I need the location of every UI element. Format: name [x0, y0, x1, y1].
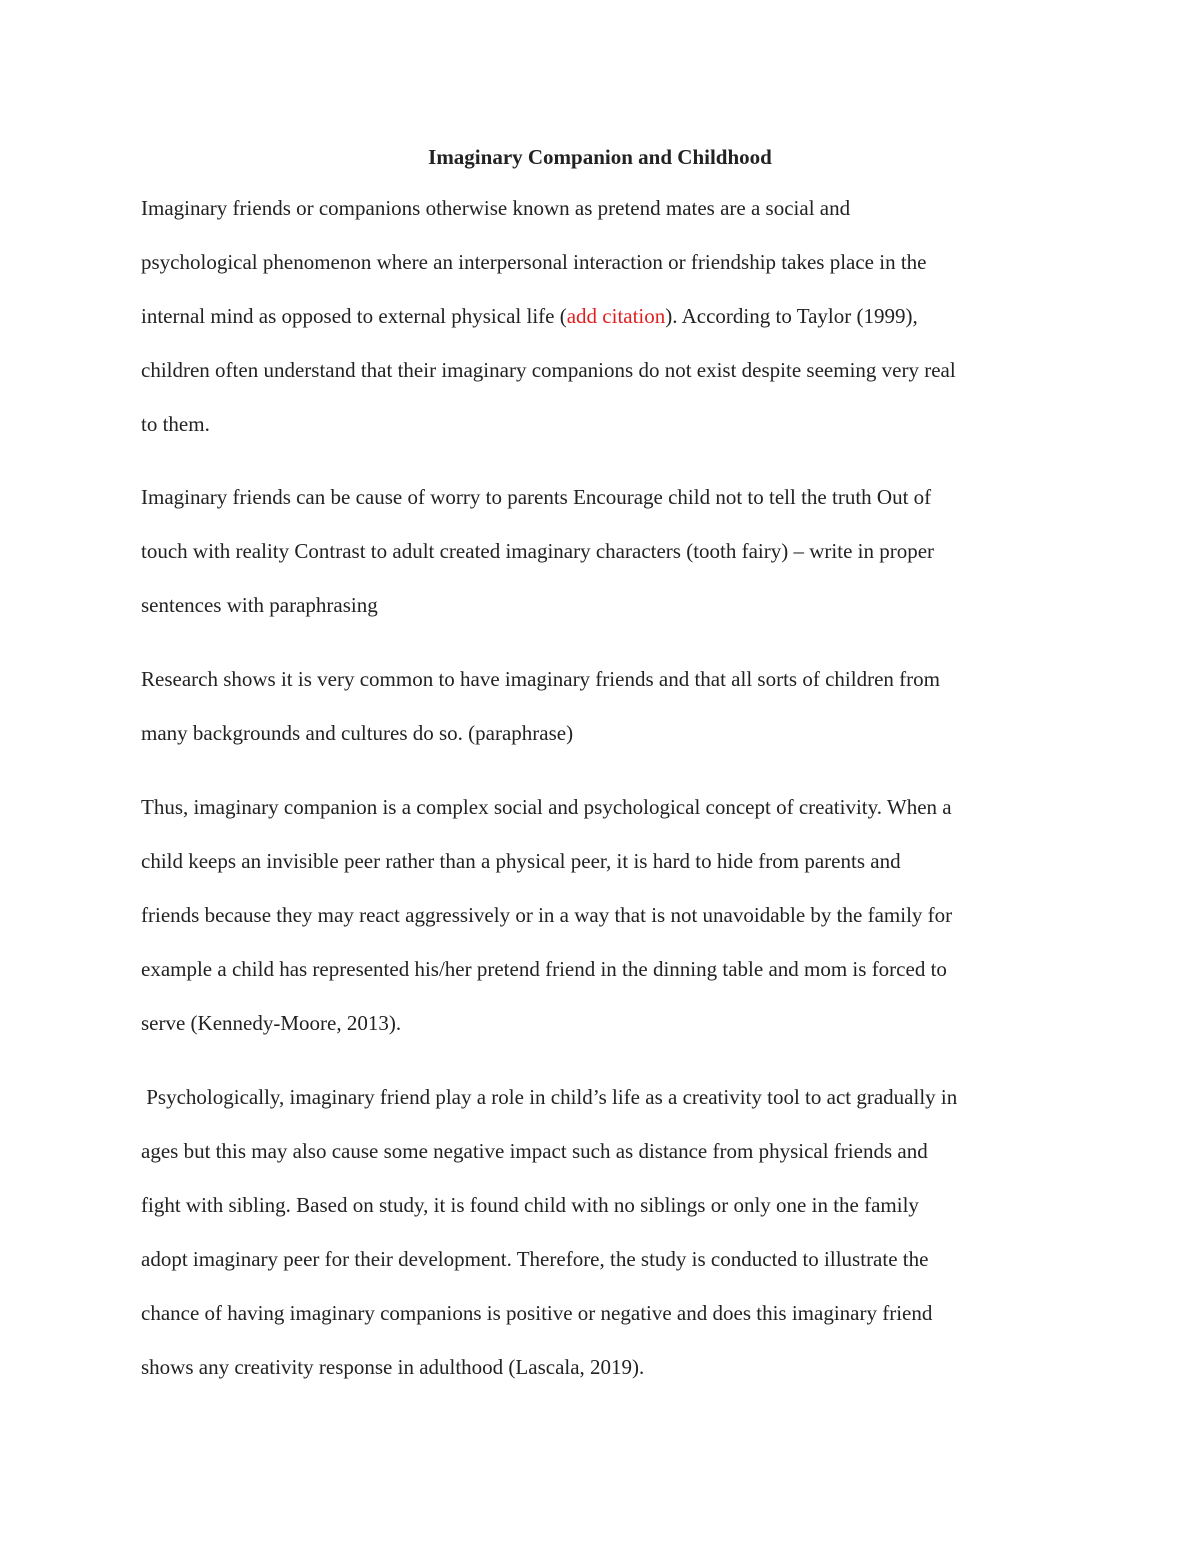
- text-line: Imaginary friends can be cause of worry to parents Encourage child not to tell the truth Out of: [141, 485, 932, 509]
- text-line: psychological phenomenon where an interpersonal interaction or friendship takes place in the: [141, 250, 927, 274]
- text-line: touch with reality Contrast to adult created imaginary characters (tooth fairy) – write in proper: [141, 539, 935, 563]
- text-line: Thus, imaginary companion is a complex social and psychological concept of creativity. When a: [141, 795, 952, 819]
- text-line: friends because they may react aggressively or in a way that is not unavoidable by the family for: [141, 903, 953, 927]
- text-line: fight with sibling. Based on study, it is found child with no siblings or only one in the family: [141, 1193, 919, 1217]
- text-line: adopt imaginary peer for their development. Therefore, the study is conducted to illustrate the: [141, 1247, 929, 1271]
- paragraph-psychological-role: [141, 1070, 1061, 1394]
- paragraph-complex-concept: [141, 780, 1061, 1050]
- paragraph-research: [141, 652, 1061, 760]
- text-line: sentences with paraphrasing: [141, 593, 378, 617]
- text-segment: ). According to Taylor (1999),: [665, 304, 918, 328]
- text-line: example a child has represented his/her pretend friend in the dinning table and mom is forced to: [141, 957, 947, 981]
- text-line: Research shows it is very common to have imaginary friends and that all sorts of children from: [141, 667, 940, 691]
- text-line: children often understand that their imaginary companions do not exist despite seeming very real: [141, 358, 956, 382]
- text-line: many backgrounds and cultures do so. (paraphrase): [141, 721, 574, 745]
- paragraph-introduction: [141, 181, 1061, 451]
- text-line: Imaginary friends or companions otherwise known as pretend mates are a social and: [141, 196, 851, 220]
- text-line: child keeps an invisible peer rather than a physical peer, it is hard to hide from parents and: [141, 849, 901, 873]
- text-line: to them.: [141, 412, 210, 436]
- text-line: Psychologically, imaginary friend play a role in child’s life as a creativity tool to act gradually in: [141, 1085, 958, 1109]
- text-line-with-citation: [141, 289, 1061, 343]
- text-segment: internal mind as opposed to external physical life (: [141, 304, 567, 328]
- text-line: serve (Kennedy-Moore, 2013).: [141, 1011, 402, 1035]
- paragraph-notes-worry: [141, 470, 1061, 632]
- citation-placeholder: add citation: [566, 304, 666, 328]
- text-line: shows any creativity response in adulthood (Lascala, 2019).: [141, 1355, 645, 1379]
- text-line: ages but this may also cause some negative impact such as distance from physical friends and: [141, 1139, 928, 1163]
- text-line: chance of having imaginary companions is positive or negative and does this imaginary friend: [141, 1301, 933, 1325]
- document-title: Imaginary Companion and Childhood: [428, 145, 772, 169]
